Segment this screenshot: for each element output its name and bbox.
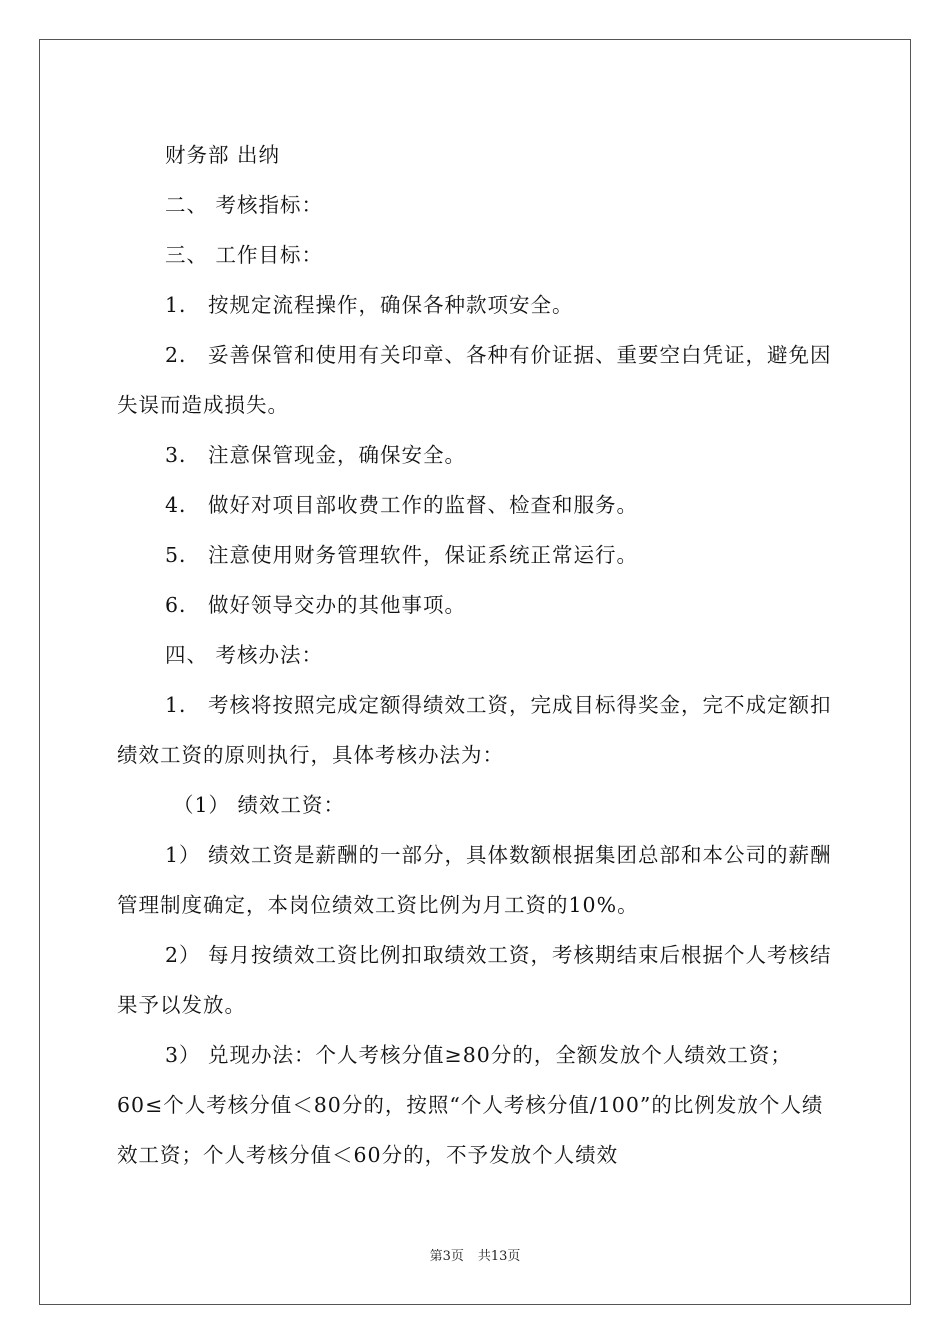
- page-footer: [0, 1247, 950, 1267]
- paragraph: 1． 按规定流程操作，确保各种款项安全。: [165, 293, 574, 317]
- page-number: 第3页: [429, 1249, 464, 1264]
- paragraph: 1） 绩效工资是薪酬的一部分，具体数额根据集团总部和本公司的薪酬管理制度确定，本岗位绩效工资比例为月工资的10%。: [117, 843, 832, 917]
- paragraph: 1． 考核将按照完成定额得绩效工资，完成目标得奖金，完不成定额扣绩效工资的原则执行，具体考核办法为：: [117, 693, 832, 767]
- paragraph: 5． 注意使用财务管理软件，保证系统正常运行。: [165, 543, 639, 567]
- paragraph: 2． 妥善保管和使用有关印章、各种有价证据、重要空白凭证，避免因失误而造成损失。: [117, 343, 832, 417]
- paragraph: 财务部 出纳: [165, 143, 281, 167]
- paragraph: 三、 工作目标：: [165, 243, 324, 267]
- paragraph: 6． 做好领导交办的其他事项。: [165, 593, 467, 617]
- paragraph: （1） 绩效工资：: [173, 793, 346, 817]
- page-total: 共13页: [477, 1249, 521, 1264]
- document-body: [117, 130, 833, 1180]
- paragraph: 二、 考核指标：: [165, 193, 324, 217]
- paragraph: 4． 做好对项目部收费工作的监督、检查和服务。: [165, 493, 639, 517]
- paragraph: 3） 兑现办法：个人考核分值≥80分的，全额发放个人绩效工资；60≤个人考核分值＜80分的，按照“个人考核分值/100”的比例发放个人绩效工资；个人考核分值＜60分的，不予发放个人绩效: [117, 1043, 824, 1167]
- paragraph: 3． 注意保管现金，确保安全。: [165, 443, 467, 467]
- paragraph: 四、 考核办法：: [165, 643, 324, 667]
- paragraph: 2） 每月按绩效工资比例扣取绩效工资，考核期结束后根据个人考核结果予以发放。: [117, 943, 832, 1017]
